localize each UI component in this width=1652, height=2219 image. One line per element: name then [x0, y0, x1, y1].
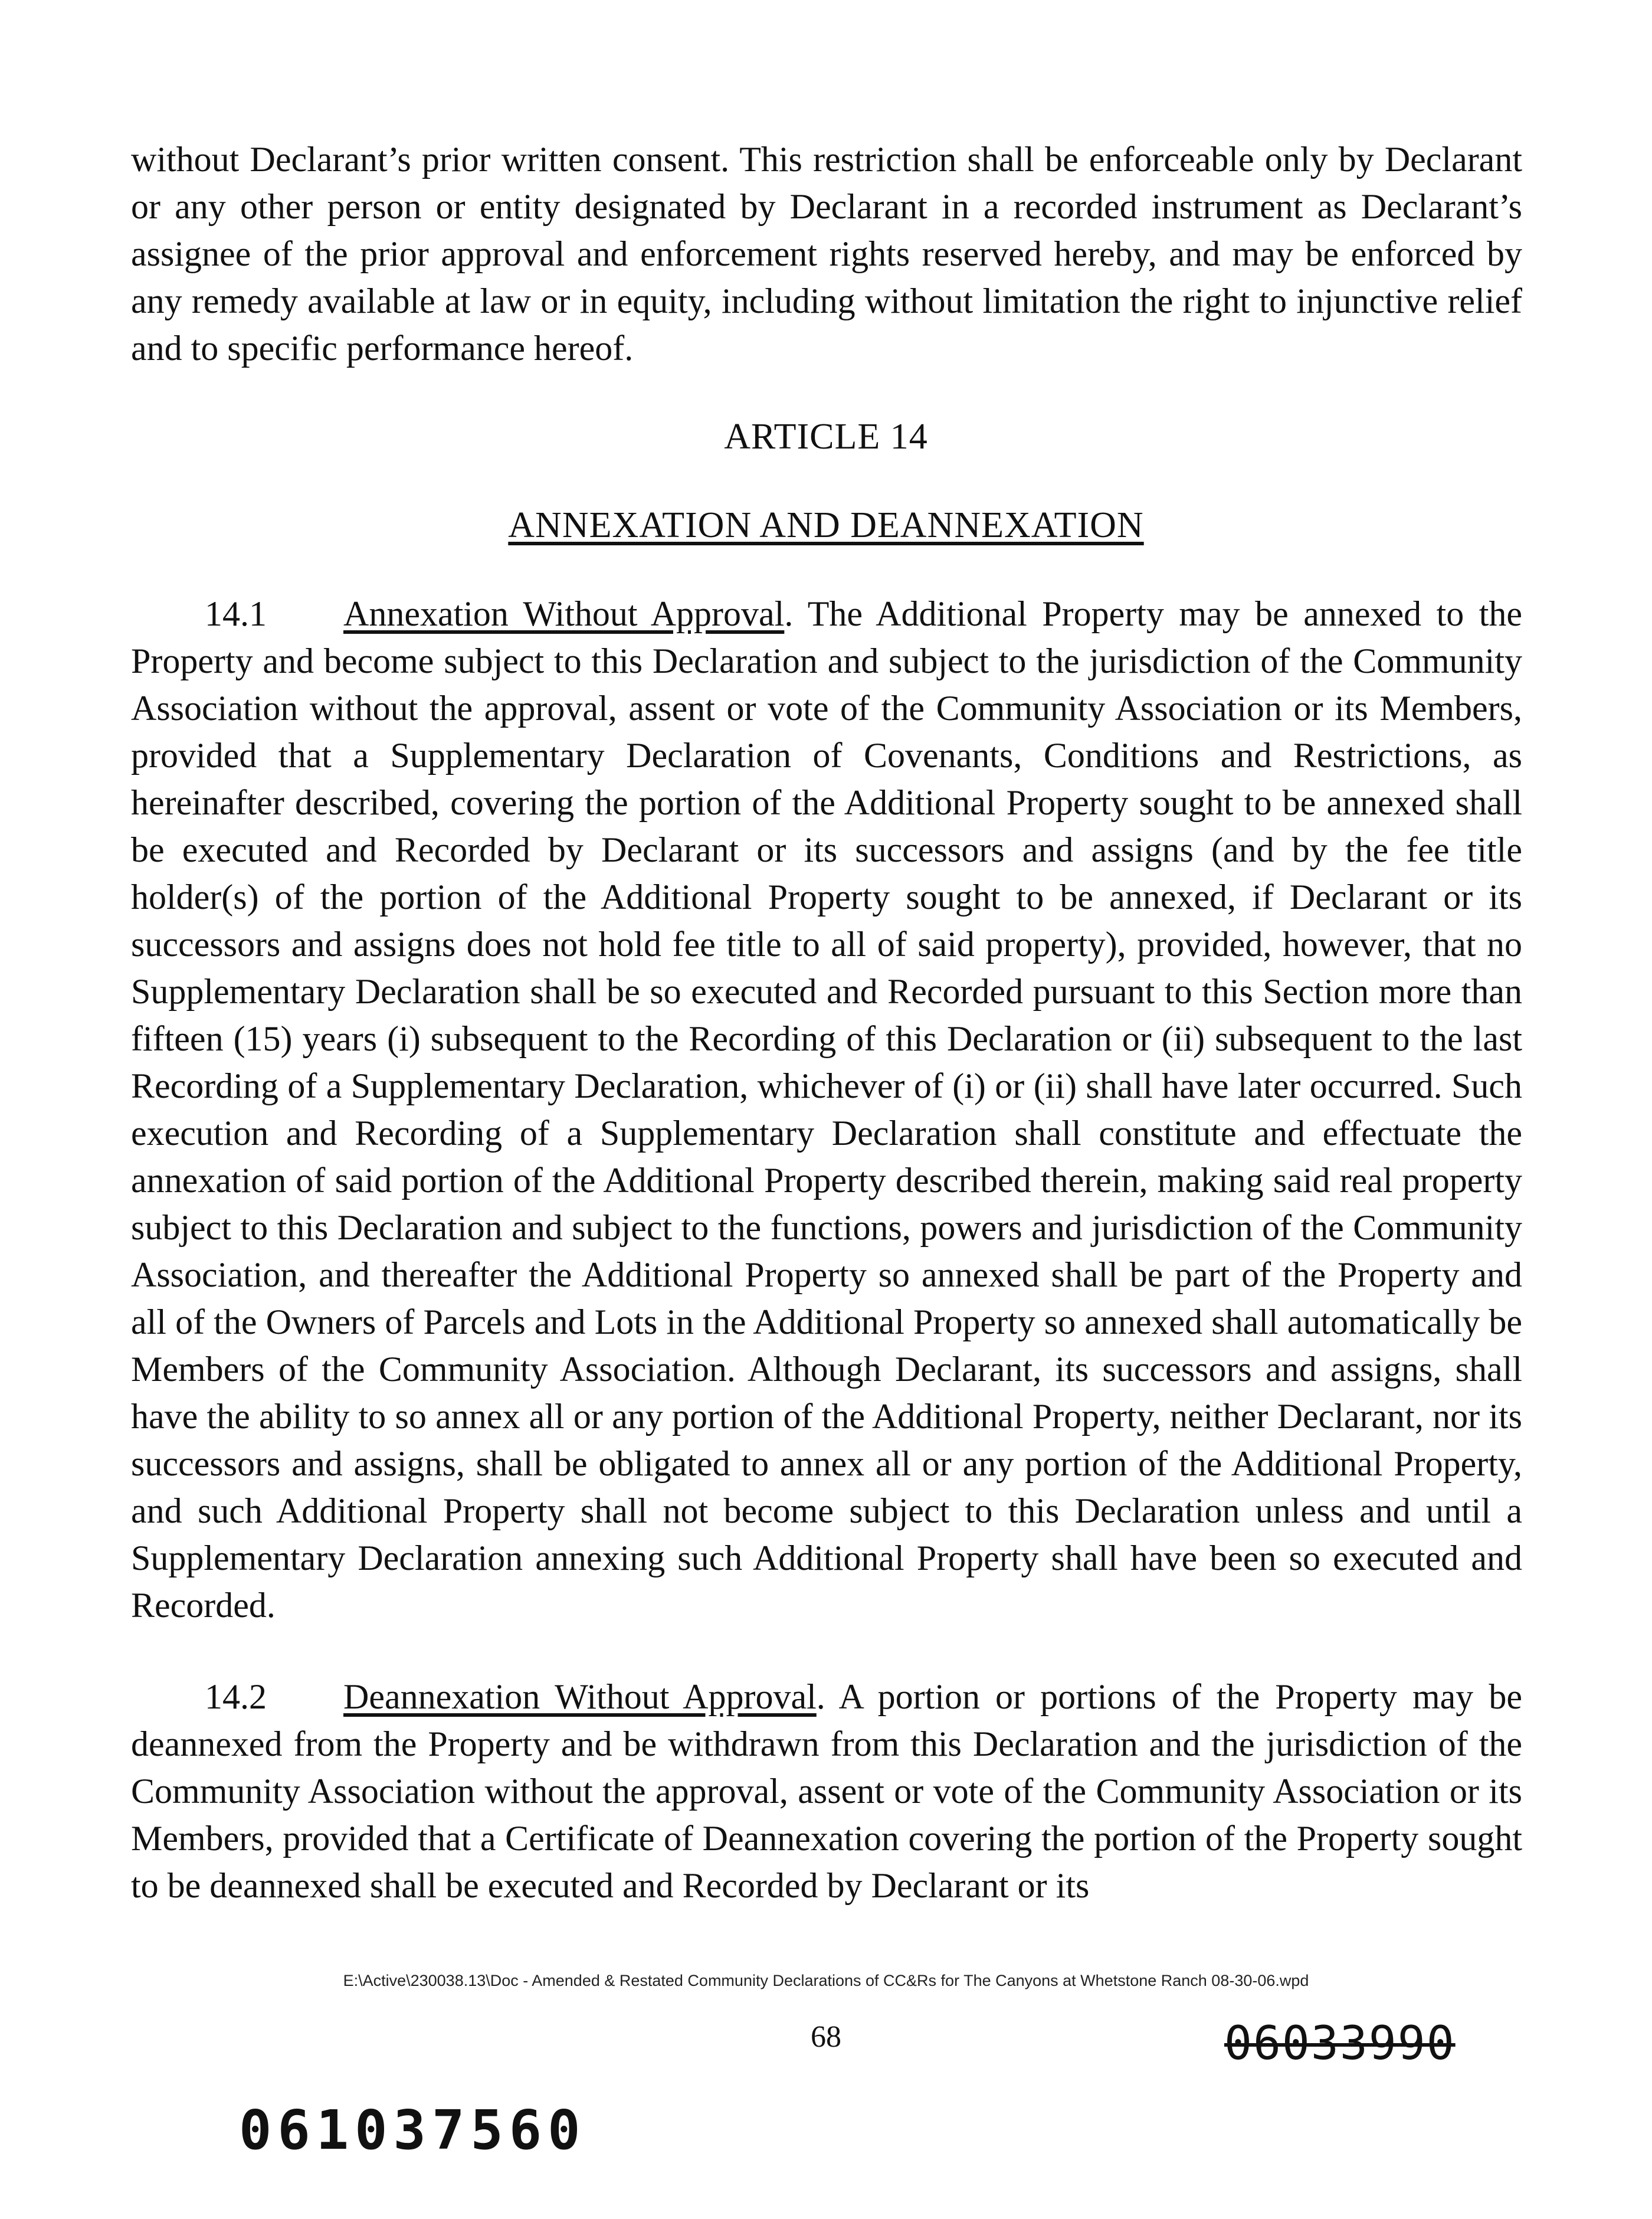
page-number: 68	[811, 2020, 841, 2054]
struck-document-number-stamp: 06033990	[1224, 2017, 1456, 2070]
section-number: 14.2	[205, 1677, 267, 1716]
section-heading: Annexation Without Approval	[343, 594, 785, 633]
section-body: . The Additional Property may be annexed to the Property and become subject to this Declaration and subject to the jurisdiction of the Community Association without the approval, assent or vote of the Community Association or its Members, provided that a Supplementary Declaration of Covenants, Conditions and Restrictions, as hereinafter described, covering the portion of the Additional Property sought to be annexed shall be executed and Recorded by Declarant or its successors and assigns (and by the fee title holder(s) of the portion of the Additional Property sought to be annexed, if Declarant or its successors and assigns does not hold fee title to all of said property), provided, however, that no Supplementary Declaration shall be so executed and Recorded pursuant to this Section more than fifteen (15) years (i) subsequent to the Recording of this Declaration or (ii) subsequent to the last Recording of a Supplementary Declaration, whichever of (i) or (ii) shall have later occurred. Such execution and Recording of a Supplementary Declaration shall constitute and effectuate the annexation of said portion of the Additional Property described therein, making said real property subject to this Declaration and subject to the functions, powers and jurisdiction of the Community Association, and thereafter the Additional Property so annexed shall be part of the Property and all of the Owners of Parcels and Lots in the Additional Property so annexed shall automatically be Members of the Community Association. Although Declarant, its successors and assigns, shall have the ability to so annex all or any portion of the Additional Property, neither Declarant, nor its successors and assigns, shall be obligated to annex all or any portion of the Additional Property, and such Additional Property shall not become subject to this Declaration unless and until a Supplementary Declaration annexing such Additional Property shall have been so executed and Recorded.	[131, 594, 1523, 1625]
footer-file-path: E:\Active\230038.13\Doc - Amended & Restated Community Declarations of CC&Rs for The Canyons at Whetstone Ranch 08-30-06.wpd	[343, 1972, 1309, 1989]
section-heading: Deannexation Without Approval	[343, 1677, 817, 1716]
intro-paragraph: without Declarant’s prior written consent. This restriction shall be enforceable only by Declarant or any other person or entity designated by Declarant in a recorded instrument as Declarant’s assignee of the prior approval and enforcement rights reserved hereby, and may be enforced by any remedy available at law or in equity, including without limitation the right to injunctive relief and to specific performance hereof.	[131, 140, 1522, 368]
article-title: ANNEXATION AND DEANNEXATION	[508, 505, 1144, 545]
section-14-1	[131, 590, 1522, 1629]
document-number-stamp: 061037560	[239, 2099, 586, 2162]
section-body: . A portion or portions of the Property may be deannexed from the Property and be withdrawn from this Declaration and the jurisdiction of the Community Association without the approval, assent or vote of the Community Association or its Members, provided that a Certificate of Deannexation covering the portion of the Property sought to be deannexed shall be executed and Recorded by Declarant or its	[131, 1677, 1522, 1905]
section-14-2	[131, 1673, 1522, 1909]
article-number: ARTICLE 14	[724, 417, 928, 457]
section-number: 14.1	[205, 594, 267, 633]
